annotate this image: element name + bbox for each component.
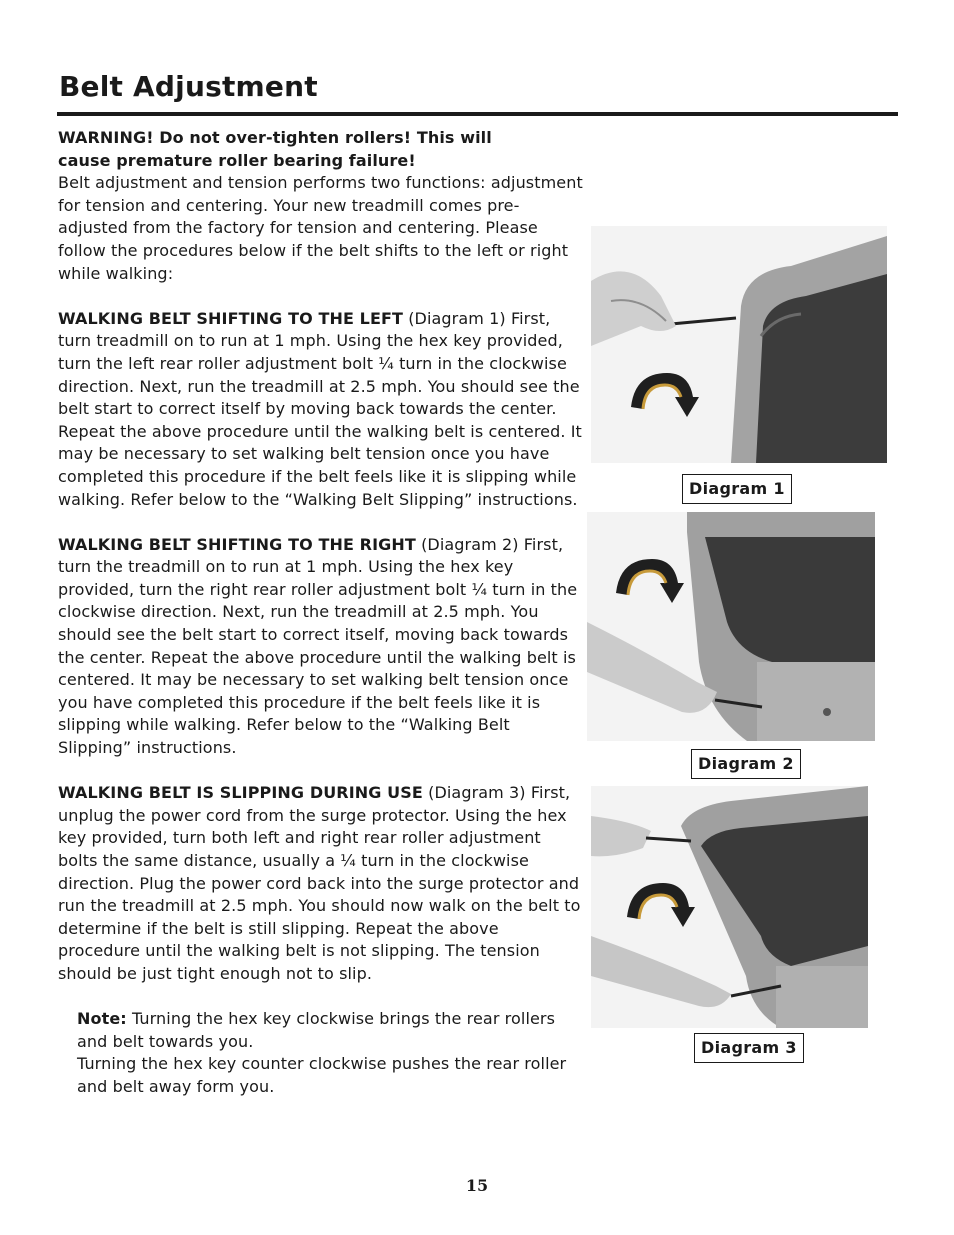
section-body: First, turn treadmill on to run at 1 mph. Using the hex key provided, turn the left rear roller adjustment bolt ¼ turn in the clockwise direction. Next, run the treadmill at 2.5 mph. You should see the belt start to correct itself by moving back towards the center. Repeat the above procedure until the walking belt is centered. It may be necessary to set walking belt tension once you have completed this procedure if the belt feels like it is slipping while walking. Refer below to the “Walking Belt Slipping” instructions. xyxy=(58,308,582,509)
section-slipping xyxy=(58,782,583,985)
section-body: First, turn the treadmill on to run at 1 mph. Using the hex key provided, turn the right rear roller adjustment bolt ¼ turn in the clockwise direction. Next, run the treadmill at 2.5 mph. You should see the belt start to correct itself, moving back towards the center. Repeat the above procedure until the walking belt is centered. It may be necessary to set walking belt tension once you have completed this procedure if the belt feels like it is slipping while walking. Refer below to the “Walking Belt Slipping” instructions. xyxy=(58,534,578,758)
note-label: Note: xyxy=(77,1009,127,1029)
warning-line-1: WARNING! Do not over-tighten rollers! This will xyxy=(58,128,492,147)
diagram-1-caption: Diagram 1 xyxy=(682,474,792,504)
section-heading: WALKING BELT IS SLIPPING DURING USE xyxy=(58,783,423,803)
section-body: First, unplug the power cord from the surge protector. Using the hex key provided, turn both left and right rear roller adjustment bolts the same distance, usually a ¼ turn in the clockwise direction. Plug the power cord back into the surge protector and run the treadmill at 2.5 mph. You should now walk on the belt to determine if the belt is still slipping. Repeat the above procedure until the walking belt is not slipping. The tension should be just tight enough not to slip. xyxy=(58,783,581,983)
clockwise-arrow-icon xyxy=(623,877,698,935)
section-right-shift xyxy=(58,534,583,760)
diagram-1-photo xyxy=(591,226,887,463)
intro-paragraph: Belt adjustment and tension performs two functions: adjustment for tension and centering. Your new treadmill comes pre-adjusted from the factory for tension and centering. Please follow the procedures below if the belt shifts to the left or right while walking: xyxy=(58,173,583,283)
diagram-3-caption: Diagram 3 xyxy=(694,1033,804,1063)
note-block xyxy=(58,1008,583,1098)
diagram-reference: (Diagram 2) xyxy=(421,534,519,554)
page-number: 15 xyxy=(465,1176,489,1195)
page-title: Belt Adjustment xyxy=(59,70,318,103)
clockwise-arrow-icon xyxy=(612,553,687,611)
instructions-column xyxy=(58,127,583,1099)
warning-line-2: cause premature roller bearing failure! xyxy=(58,150,416,170)
note-line-2: Turning the hex key counter clockwise pushes the rear roller and belt away form you. xyxy=(77,1054,567,1096)
diagram-2-photo xyxy=(587,512,875,741)
clockwise-arrow-icon xyxy=(627,367,702,425)
diagram-reference: (Diagram 1) xyxy=(408,308,506,328)
title-rule xyxy=(57,112,898,116)
section-left-shift xyxy=(58,308,583,511)
section-heading: WALKING BELT SHIFTING TO THE RIGHT xyxy=(58,534,416,554)
diagram-reference: (Diagram 3) xyxy=(428,783,526,803)
diagram-2-caption: Diagram 2 xyxy=(691,749,801,779)
note-line-1: Turning the hex key clockwise brings the rear rollers and belt towards you. xyxy=(77,1009,556,1051)
section-heading: WALKING BELT SHIFTING TO THE LEFT xyxy=(58,308,404,328)
